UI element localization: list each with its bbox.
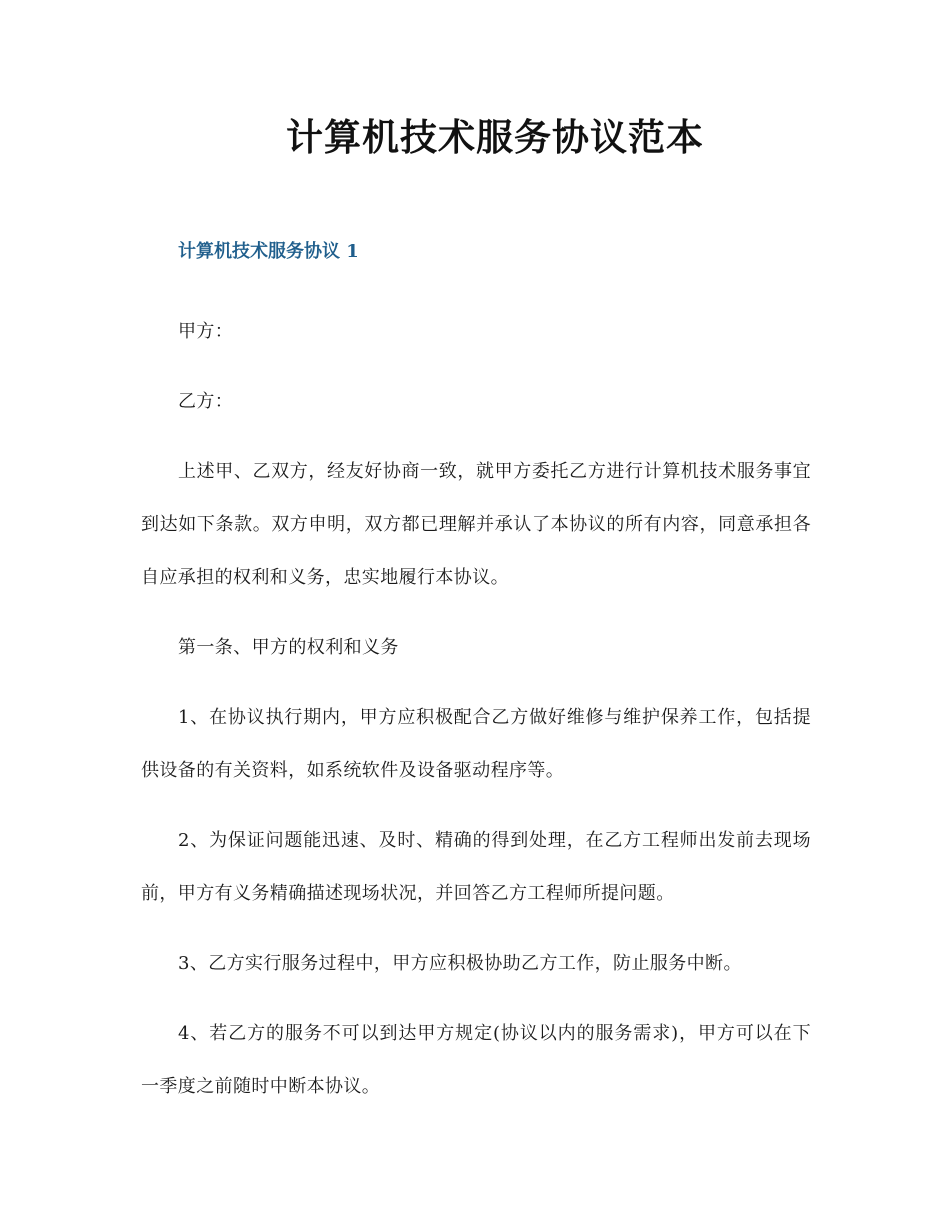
document-body (141, 305, 811, 1113)
section-heading: 计算机技术服务协议 1 (178, 241, 359, 262)
clause-paragraph: 2、为保证问题能迅速、及时、精确的得到处理，在乙方工程师出发前去现场前，甲方有义务精确描述现场状况，并回答乙方工程师所提问题。 (141, 830, 811, 904)
clause-paragraph: 1、在协议执行期内，甲方应积极配合乙方做好维修与维护保养工作，包括提供设备的有关资料，如系统软件及设备驱动程序等。 (141, 707, 811, 781)
party-a-line: 甲方： (178, 321, 234, 342)
document-title: 计算机技术服务协议范本 (286, 115, 704, 159)
preamble-paragraph: 上述甲、乙双方，经友好协商一致，就甲方委托乙方进行计算机技术服务事宜到达如下条款。双方申明，双方都已理解并承认了本协议的所有内容，同意承担各自应承担的权利和义务，忠实地履行本协议。 (141, 461, 811, 588)
clause-paragraph: 4、若乙方的服务不可以到达甲方规定(协议以内的服务需求)，甲方可以在下一季度之前随时中断本协议。 (141, 1023, 811, 1097)
clause-paragraph: 3、乙方实行服务过程中，甲方应积极协助乙方工作，防止服务中断。 (178, 953, 742, 974)
party-b-line: 乙方： (178, 391, 234, 412)
article-heading: 第一条、甲方的权利和义务 (178, 637, 399, 658)
